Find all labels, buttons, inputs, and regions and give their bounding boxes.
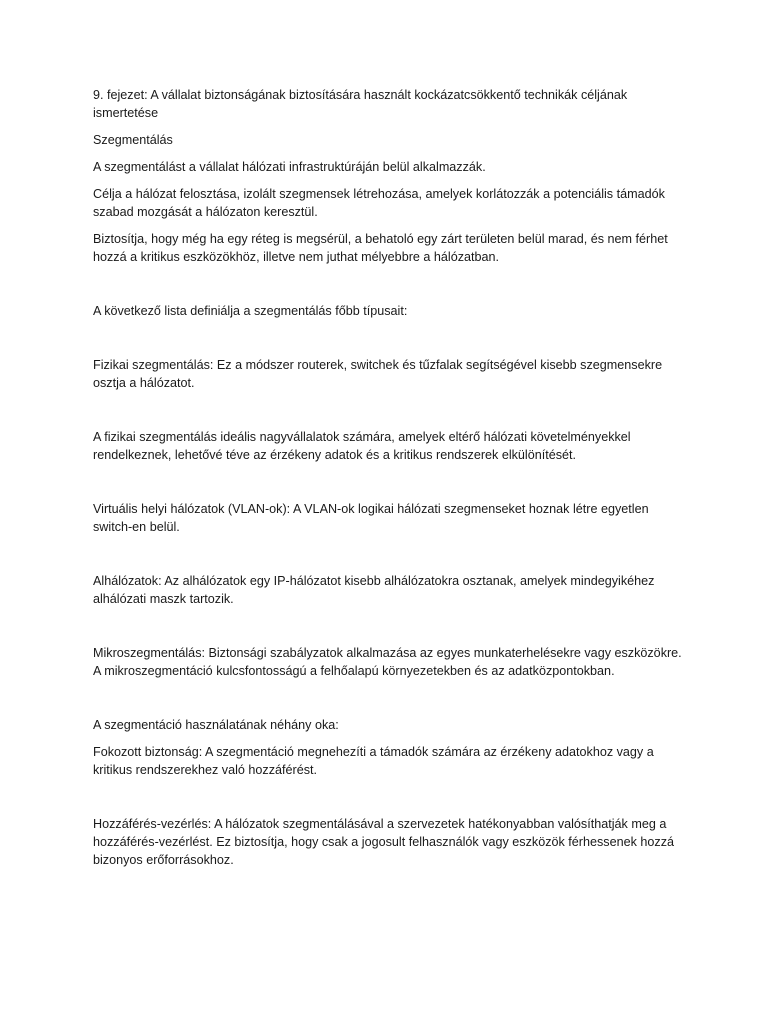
type-physical-note: A fizikai szegmentálás ideális nagyvállalatok számára, amelyek eltérő hálózati követelményekkel rendelkeznek, lehetővé téve az érzékeny adatok és a kritikus rendszerek elkülönítését. [93,430,631,462]
intro-paragraph-2: Célja a hálózat felosztása, izolált szegmensek létrehozása, amelyek korlátozzák a potenciális támadók szabad mozgását a hálózaton keresztül. [93,187,665,219]
section-title: Szegmentálás [93,133,173,147]
document-body [93,86,683,869]
intro-paragraph-3: Biztosítja, hogy még ha egy réteg is megsérül, a behatoló egy zárt területen belül marad, és nem férhet hozzá a kritikus eszközökhöz, illetve nem juthat mélyebbre a hálózatban. [93,232,668,264]
type-vlan: Virtuális helyi hálózatok (VLAN-ok): A VLAN-ok logikai hálózati szegmenseket hoznak létre egyetlen switch-en belül. [93,502,649,534]
type-physical: Fizikai szegmentálás: Ez a módszer routerek, switchek és tűzfalak segítségével kisebb szegmensekre osztja a hálózatot. [93,358,663,390]
chapter-heading: 9. fejezet: A vállalat biztonságának biztosítására használt kockázatcsökkentő technikák céljának ismertetése [93,88,628,120]
intro-paragraph-1: A szegmentálást a vállalat hálózati infrastruktúráján belül alkalmazzák. [93,160,486,174]
type-microsegmentation: Mikroszegmentálás: Biztonsági szabályzatok alkalmazása az egyes munkaterhelésekre vagy eszközökre. A mikroszegmentáció kulcsfontosságú a felhőalapú környezetekben és az adatközpontokban. [93,646,682,678]
reason-access-control: Hozzáférés-vezérlés: A hálózatok szegmentálásával a szervezetek hatékonyabban valósíthatják meg a hozzáférés-vezérlést. Ez biztosítja, hogy csak a jogosult felhasználók vagy eszközök férhessenek hozzá bizonyos erőforrásokhoz. [93,817,675,867]
list-intro: A következő lista definiálja a szegmentálás főbb típusait: [93,304,408,318]
type-subnet: Alhálózatok: Az alhálózatok egy IP-hálózatot kisebb alhálózatokra osztanak, amelyek mindegyikéhez alhálózati maszk tartozik. [93,574,655,606]
reason-security: Fokozott biztonság: A szegmentáció megnehezíti a támadók számára az érzékeny adatokhoz vagy a kritikus rendszerekhez való hozzáférést. [93,745,654,777]
reasons-intro: A szegmentáció használatának néhány oka: [93,718,339,732]
